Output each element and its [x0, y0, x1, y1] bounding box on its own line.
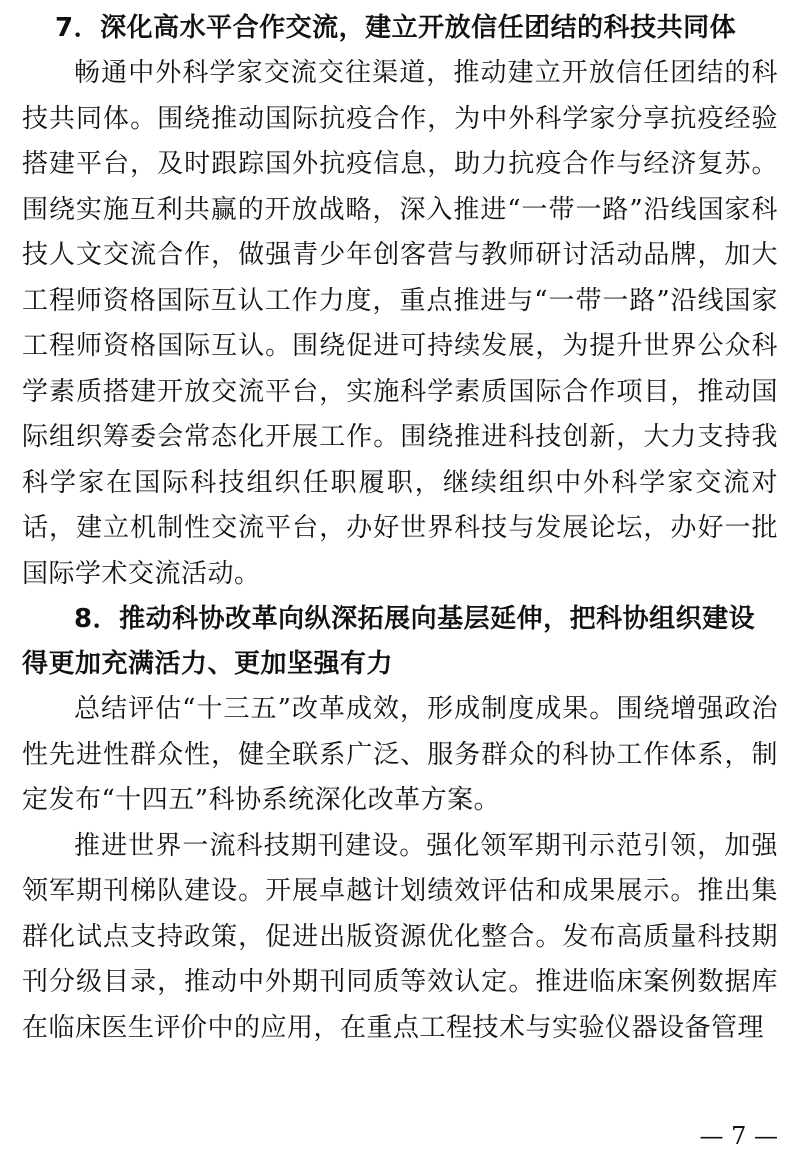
section-8-paragraph-2: 推进世界一流科技期刊建设。强化领军期刊示范引领，加强领军期刊梯队建设。开展卓越计划绩效评估和成果展示。推出集群化试点支持政策，促进出版资源优化整合。发布高质量科技期刊分级目录，推动中外期刊同质等效认定。推进临床案例数据库在临床医生评价中的应用，在重点工程技术与实验仪器设备管理 [22, 830, 778, 1043]
section-7-paragraph: 畅通中外科学家交流交往渠道，推动建立开放信任团结的科技共同体。围绕推动国际抗疫合作，为中外科学家分享抗疫经验搭建平台，及时跟踪国外抗疫信息，助力抗疫合作与经济复苏。围绕实施互利共赢的开放战略，深入推进“一带一路”沿线国家科技人文交流合作，做强青少年创客营与教师研讨活动品牌，加大工程师资格国际互认工作力度，重点推进与“一带一路”沿线国家工程师资格国际互认。围绕促进可持续发展，为提升世界公众科学素质搭建开放交流平台，实施科学素质国际合作项目，推动国际组织筹委会常态化开展工作。围绕推进科技创新，大力支持我科学家在国际科技组织任职履职，继续组织中外科学家交流对话，建立机制性交流平台，办好世界科技与发展论坛，办好一批国际学术交流活动。 [22, 58, 778, 589]
section-8-heading: 8．推动科协改革向纵深拓展向基层延伸，把科协组织建设得更加充满活力、更加坚强有力 [22, 604, 756, 679]
section-8-paragraph-1: 总结评估“十三五”改革成效，形成制度成果。围绕增强政治性先进性群众性，健全联系广泛、服务群众的科协工作体系，制定发布“十四五”科协系统深化改革方案。 [22, 694, 778, 815]
document-body [22, 6, 778, 1051]
section-7-heading: 7．深化高水平合作交流，建立开放信任团结的科技共同体 [55, 13, 737, 43]
page-number: — 7 — [699, 1122, 778, 1150]
